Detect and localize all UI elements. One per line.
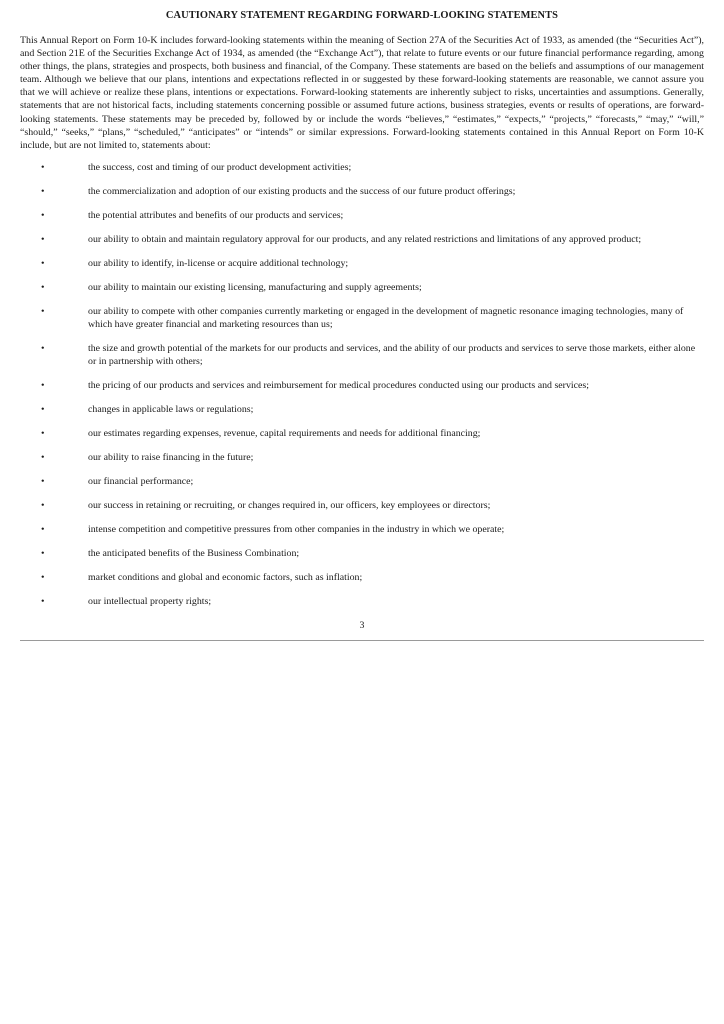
- bullet-icon: •: [41, 342, 45, 354]
- list-item-text: the potential attributes and benefits of our products and services;: [88, 209, 344, 221]
- list-item: [20, 379, 704, 392]
- document-page: [20, 0, 704, 641]
- bullet-icon: •: [41, 161, 45, 173]
- bullet-icon: •: [41, 499, 45, 511]
- bullet-icon: •: [41, 209, 45, 221]
- bullet-icon: •: [41, 547, 45, 559]
- list-item: [20, 571, 704, 584]
- list-item: [20, 305, 704, 331]
- bullet-icon: •: [41, 571, 45, 583]
- list-item-text: our intellectual property rights;: [88, 595, 212, 607]
- list-item-text: our ability to identify, in-license or acquire additional technology;: [88, 257, 349, 269]
- bullet-icon: •: [41, 403, 45, 415]
- bullet-icon: •: [41, 523, 45, 535]
- page-divider: [20, 640, 704, 641]
- list-item: [20, 257, 704, 270]
- list-item-text: our ability to obtain and maintain regulatory approval for our products, and any related restrictions and limitations of any approved product;: [88, 233, 642, 245]
- bullet-icon: •: [41, 185, 45, 197]
- bullet-icon: •: [41, 233, 45, 245]
- intro-paragraph: This Annual Report on Form 10-K includes forward-looking statements within the meaning of Section 27A of the Securities Act of 1933, as amended (the “Securities Act”), and Section 21E of the Securities Exchange Act of 1934, as amended (the “Exchange Act”), that relate to future events or our future financial performance regarding, among other things, the plans, strategies and prospects, both business and financial, of the Company. These statements are based on the beliefs and assumptions of our management team. Although we believe that our plans, intentions and expectations reflected in or suggested by these forward-looking statements are reasonable, we cannot assure you that we will achieve or realize these plans, intentions or expectations. Forward-looking statements are inherently subject to risks, uncertainties and assumptions. Generally, statements that are not historical facts, including statements concerning possible or assumed future actions, business strategies, events or results of operations, are forward-looking statements. These statements may be preceded by, followed by or include the words “believes,” “estimates,” “expects,” “projects,” “forecasts,” “may,” “will,” “should,” “seeks,” “plans,” “scheduled,” “anticipates” or “intends” or similar expressions. Forward-looking statements contained in this Annual Report on Form 10-K include, but are not limited to, statements about:: [20, 35, 704, 151]
- list-item: [20, 475, 704, 488]
- bullet-icon: •: [41, 379, 45, 391]
- list-item: [20, 451, 704, 464]
- list-item-text: our ability to maintain our existing licensing, manufacturing and supply agreements;: [88, 281, 422, 293]
- list-item-text: market conditions and global and economic factors, such as inflation;: [88, 571, 363, 583]
- list-item-text: our financial performance;: [88, 475, 194, 487]
- list-item: [20, 161, 704, 174]
- list-item: [20, 209, 704, 222]
- bullet-icon: •: [41, 475, 45, 487]
- bullet-icon: •: [41, 427, 45, 439]
- bullet-icon: •: [41, 305, 45, 317]
- list-item-text: our ability to compete with other companies currently marketing or engaged in the development of magnetic resonance imaging technologies, many of which have greater financial and marketing resources than us;: [88, 305, 684, 330]
- list-item: [20, 403, 704, 416]
- list-item-text: our success in retaining or recruiting, or changes required in, our officers, key employees or directors;: [88, 499, 491, 511]
- list-item: [20, 547, 704, 560]
- list-item-text: the success, cost and timing of our product development activities;: [88, 161, 352, 173]
- list-item-text: intense competition and competitive pressures from other companies in the industry in which we operate;: [88, 523, 505, 535]
- list-item: [20, 233, 704, 246]
- list-item: [20, 499, 704, 512]
- list-item: [20, 342, 704, 368]
- bullet-list: [20, 161, 704, 608]
- list-item: [20, 281, 704, 294]
- bullet-icon: •: [41, 451, 45, 463]
- list-item-text: the size and growth potential of the markets for our products and services, and the ability of our products and services to serve those markets, either alone or in partnership with others;: [88, 342, 696, 367]
- list-item: [20, 523, 704, 536]
- list-item-text: the pricing of our products and services and reimbursement for medical procedures conducted using our products and services;: [88, 379, 589, 391]
- list-item-text: our estimates regarding expenses, revenue, capital requirements and needs for additional financing;: [88, 427, 481, 439]
- list-item-text: changes in applicable laws or regulations;: [88, 403, 254, 415]
- list-item-text: the anticipated benefits of the Business Combination;: [88, 547, 300, 559]
- page-number: 3: [359, 619, 365, 631]
- list-item: [20, 427, 704, 440]
- list-item: [20, 185, 704, 198]
- list-item-text: the commercialization and adoption of our existing products and the success of our future product offerings;: [88, 185, 516, 197]
- list-item-text: our ability to raise financing in the future;: [88, 451, 254, 463]
- list-item: [20, 595, 704, 608]
- section-title: CAUTIONARY STATEMENT REGARDING FORWARD-LOOKING STATEMENTS: [165, 10, 559, 21]
- bullet-icon: •: [41, 281, 45, 293]
- bullet-icon: •: [41, 257, 45, 269]
- bullet-icon: •: [41, 595, 45, 607]
